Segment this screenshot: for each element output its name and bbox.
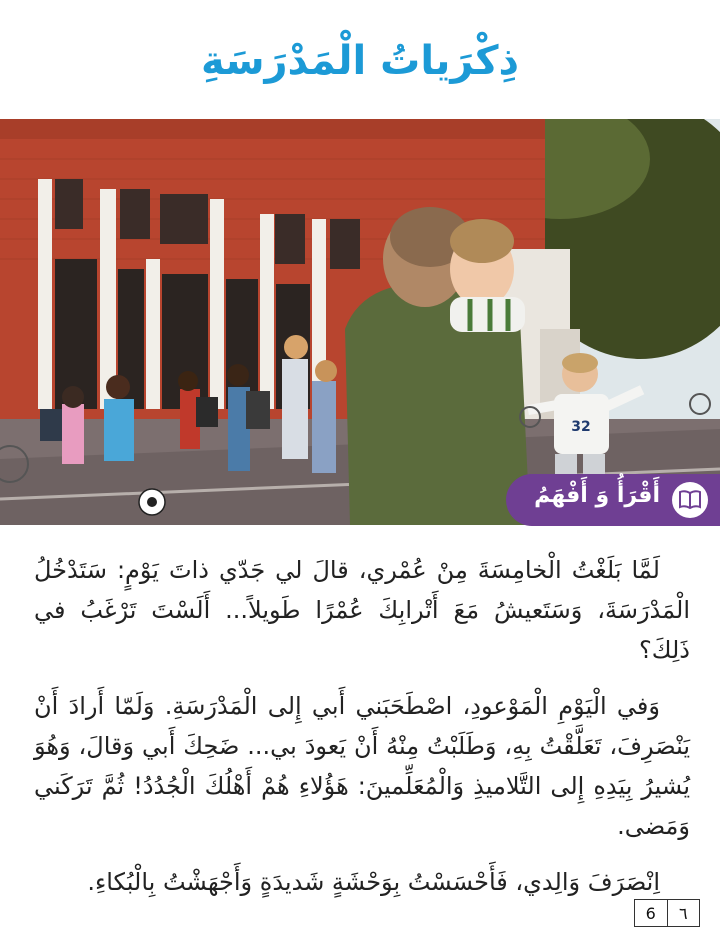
book-icon [672,482,708,518]
paragraph-1: لَمَّا بَلَغْتُ الْخامِسَةَ مِنْ عُمْري، قالَ لي جَدّي ذاتَ يَوْمٍ: سَتَدْخُلُ الْمَدْرَسَةَ، وَسَتَعيشُ مَعَ أَتْرابِكَ عُمْرًا طَويلاً... أَلَسْتَ تَرْغَبُ في ذَلِكَ؟ [34,556,690,664]
section-badge [506,474,720,526]
shirt-number: 32 [571,419,591,435]
section-badge-label: أَقْرَأُ وَ أَفْهَمُ [534,483,660,508]
story-text [34,550,690,918]
page-number-western: 6 [635,900,668,926]
page-number-arabic: ٦ [678,903,688,923]
page-number-box [634,899,700,927]
page-title: ذِكْرَياتُ الْمَدْرَسَةِ [200,38,520,84]
school-photo [0,119,720,525]
paragraph-3: اِنْصَرَفَ وَالِدي، فَأَحْسَسْتُ بِوَحْشَةٍ شَديدَةٍ وَأَجْهَشْتُ بِالْبُكاءِ. [87,868,660,896]
paragraph-2: وَفي الْيَوْمِ الْمَوْعودِ، اصْطَحَبَني أَبي إِلى الْمَدْرَسَةِ. وَلَمّا أَرادَ أَنْ يَنْصَرِفَ، تَعَلَّقْتُ بِهِ، وَطَلَبْتُ مِنْهُ أَنْ يَعودَ بي... ضَحِكَ أَبي وَقالَ، وَهُوَ يُشيرُ بِيَدِهِ إِلى التَّلاميذِ وَالْمُعَلِّمينَ: هَؤُلاءِ هُمْ أَهْلُكَ الْجُدُدُ! ثُمَّ تَرَكَني وَمَضى. [34,692,690,840]
